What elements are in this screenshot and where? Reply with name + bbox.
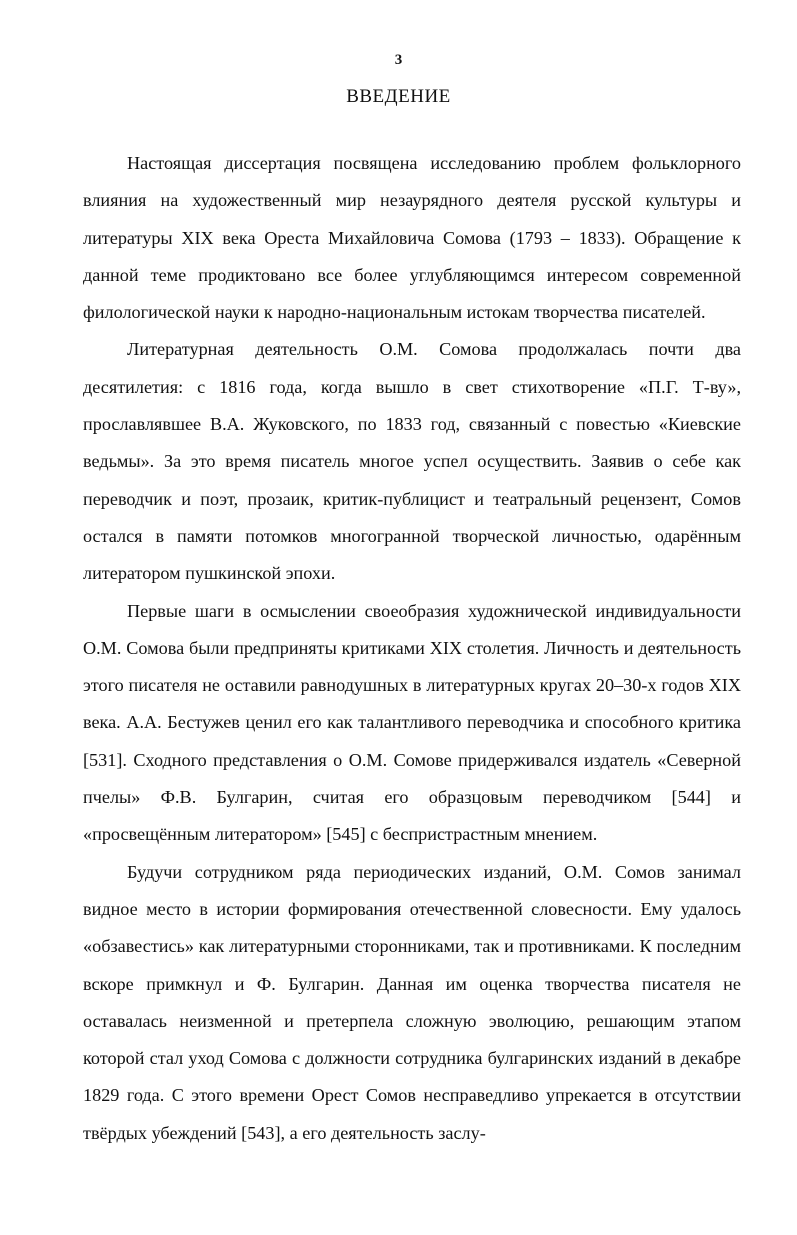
body-text <box>83 145 741 1152</box>
paragraph: Первые шаги в осмыслении своеобразия художнической индивидуальности О.М. Сомова были предприняты критиками XIX столетия. Личность и деятельность этого писателя не оставили равнодушных в литературных кругах 20–30-х годов XIX века. А.А. Бестужев ценил его как талантливого переводчика и способного критика [531]. Сходного представления о О.М. Сомове придерживался издатель «Северной пчелы» Ф.В. Булгарин, считая его образцовым переводчиком [544] и «просвещённым литератором» [545] с беспристрастным мнением. <box>83 600 741 845</box>
paragraph: Настоящая диссертация посвящена исследованию проблем фольклорного влияния на художественный мир незаурядного деятеля русской культуры и литературы XIX века Ореста Михайловича Сомова (1793 – 1833). Обращение к данной теме продиктовано все более углубляющимся интересом современной филологической науки к народно-национальным истокам творчества писателей. <box>83 153 741 323</box>
paragraph: Будучи сотрудником ряда периодических изданий, О.М. Сомов занимал видное место в истории формирования отечественной словесности. Ему удалось «обзавестись» как литературными сторонниками, так и противниками. К последним вскоре примкнул и Ф. Булгарин. Данная им оценка творчества писателя не оставалась неизменной и претерпела сложную эволюцию, решающим этапом которой стал уход Сомова с должности сотрудника булгаринских изданий в декабре 1829 года. С этого времени Орест Сомов несправедливо упрекается в отсутствии твёрдых убеждений [543], а его деятельность заслу- <box>83 861 741 1143</box>
section-heading: ВВЕДЕНИЕ <box>346 86 451 107</box>
page-number: 3 <box>394 52 403 68</box>
paragraph: Литературная деятельность О.М. Сомова продолжалась почти два десятилетия: с 1816 года, когда вышло в свет стихотворение «П.Г. Т-ву», прославлявшее В.А. Жуковского, по 1833 год, связанный с повестью «Киевские ведьмы». За это время писатель многое успел осуществить. Заявив о себе как переводчик и поэт, прозаик, критик-публицист и театральный рецензент, Сомов остался в памяти потомков многогранной творческой личностью, одарённым литератором пушкинской эпохи. <box>83 339 741 584</box>
